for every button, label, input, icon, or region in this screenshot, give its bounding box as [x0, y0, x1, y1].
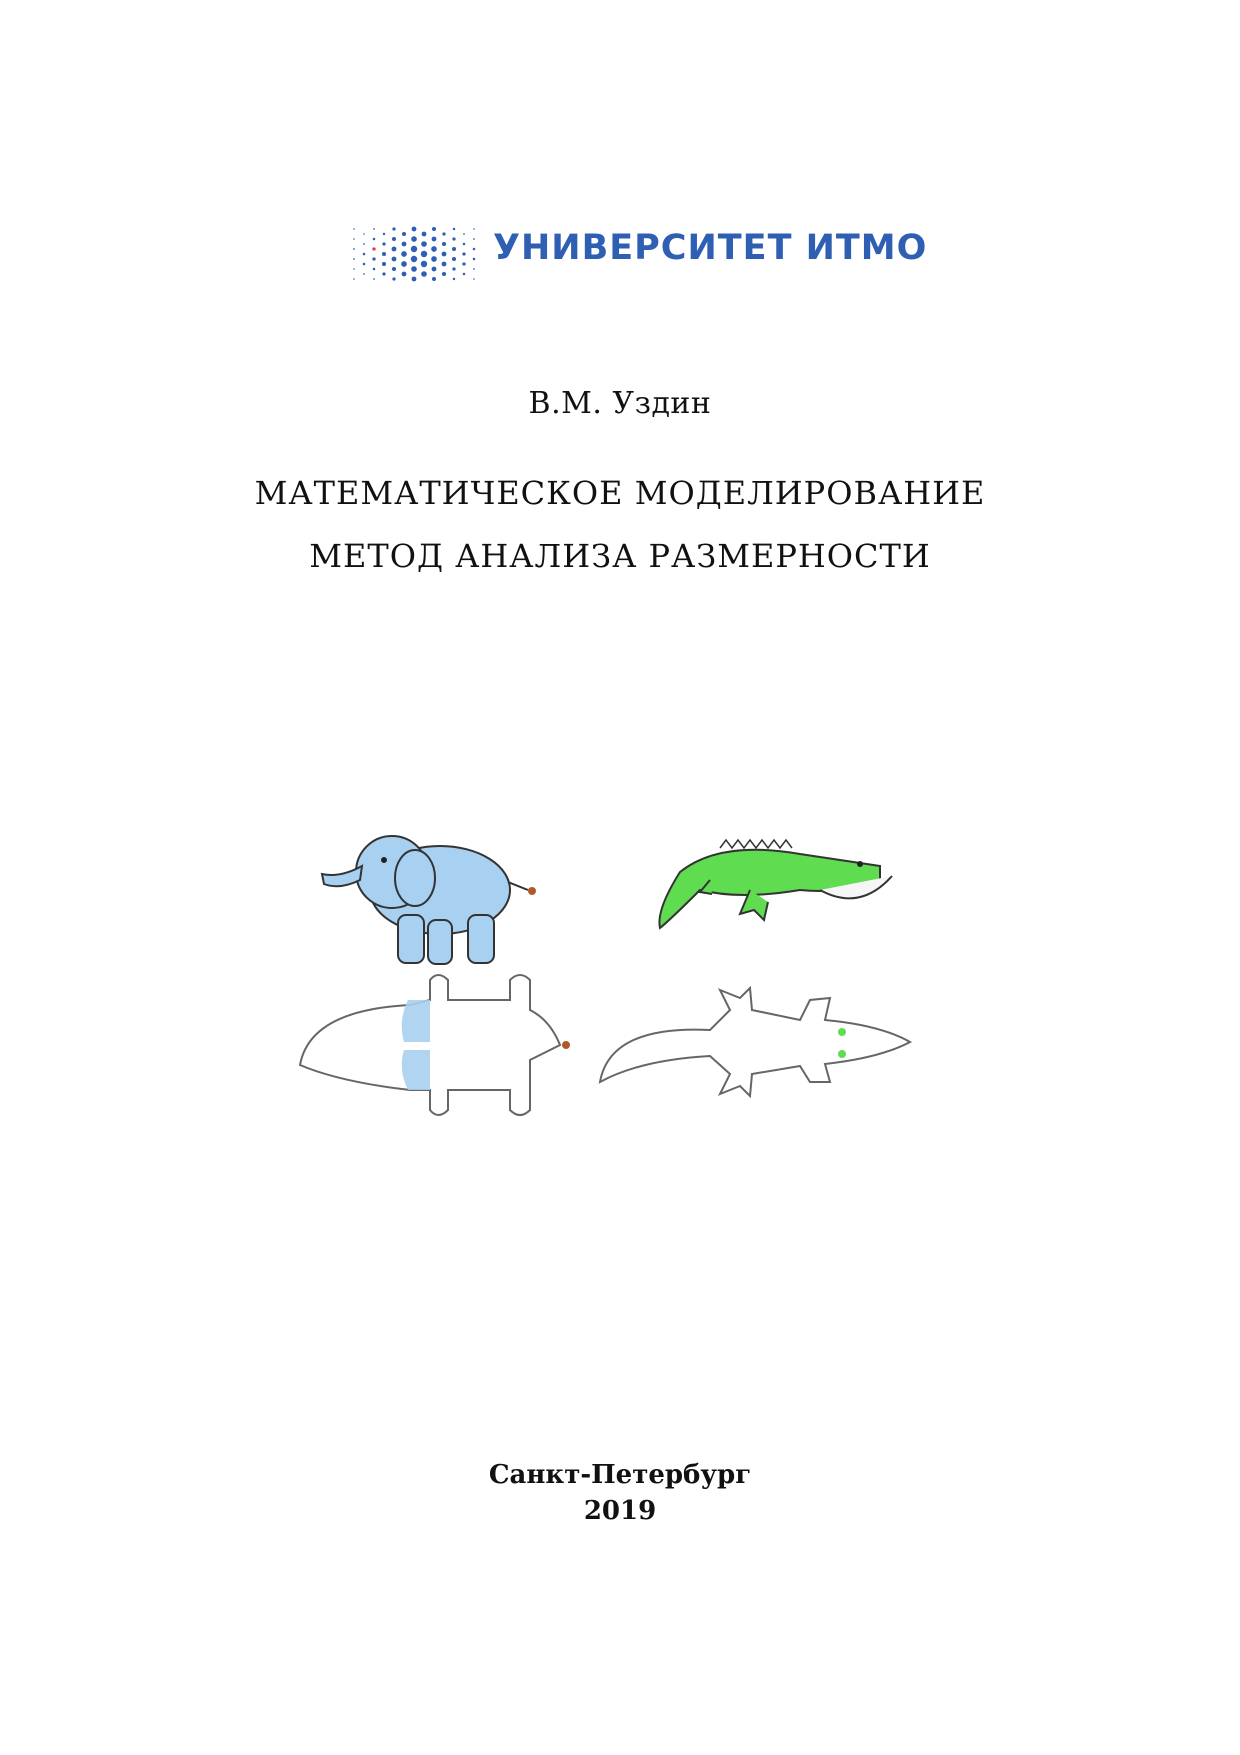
title-line-2: МЕТОД АНАЛИЗА РАЗМЕРНОСТИ [309, 537, 931, 575]
university-name: УНИВЕРСИТЕТ ИТМО [493, 228, 928, 268]
publication-city: Санкт-Петербург [488, 1460, 752, 1490]
publication-year: 2019 [583, 1496, 657, 1526]
crocodile-icon [659, 840, 892, 928]
elephant-crocodile-hybrid-icon [300, 975, 570, 1115]
cover-illustration [280, 820, 1000, 1220]
crocodile-outline-icon [600, 988, 910, 1096]
elephant-icon [322, 836, 536, 964]
author-name: В.М. Уздин [528, 386, 712, 421]
title-line-1: МАТЕМАТИЧЕСКОЕ МОДЕЛИРОВАНИЕ [254, 474, 986, 512]
